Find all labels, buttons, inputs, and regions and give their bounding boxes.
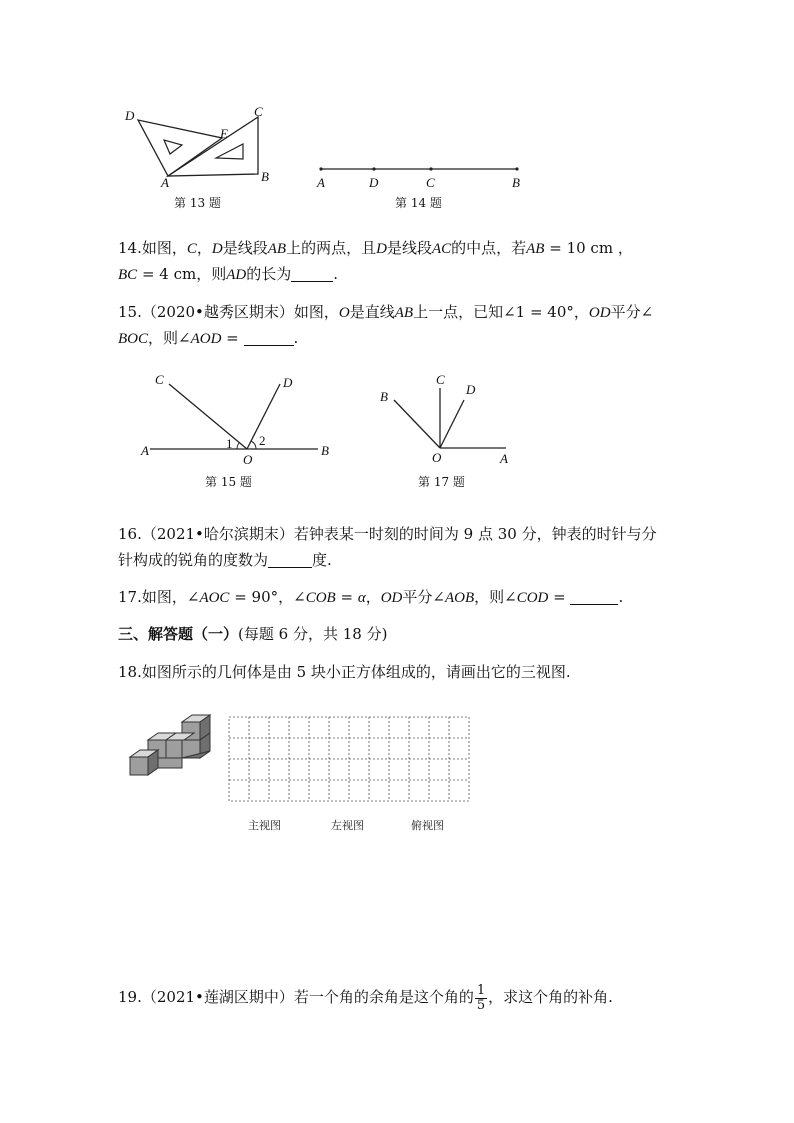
question-14-line1: 14.如图，C，D是线段AB上的两点，且D是线段AC的中点，若AB = 10 cm ，: [118, 239, 633, 257]
question-18: 18.如图所示的几何体是由 5 块小正方体组成的，请画出它的三视图.: [118, 663, 571, 681]
question-19: 19.（2021•莲湖区期中）若一个角的余角是这个角的 $\frac{1}{5}$ ，求这个角的补角.: [118, 982, 613, 1013]
top-view-caption: 俯视图: [411, 819, 444, 832]
fig17-label-A: A: [500, 451, 508, 466]
cube-solid-figure: [125, 712, 215, 787]
fig17-label-B: B: [380, 389, 388, 404]
question-16-line1: 16.（2021•哈尔滨期末）若钟表某一时刻的时间为 9 点 30 分，钟表的时针与分: [118, 525, 657, 543]
angle-arc-1: [237, 443, 239, 449]
fig17-label-O: O: [432, 450, 442, 465]
fig13-label-D: D: [125, 108, 135, 123]
fig17-label-C: C: [436, 372, 445, 387]
question-15-line2: BOC，则∠AOD = .: [118, 329, 299, 347]
triangle-ruler-1-hole: [164, 140, 182, 154]
front-view-caption: 主视图: [248, 819, 281, 832]
question-17: 17.如图，∠AOC = 90°，∠COB = α，OD平分∠AOB，则∠COD = .: [118, 588, 624, 606]
fraction-one-fifth: $\frac{1}{5}$: [476, 982, 486, 1013]
fig14-caption: 第 14 题: [395, 196, 442, 210]
fig15-label-O: O: [243, 452, 253, 467]
fig13-caption: 第 13 题: [174, 196, 221, 210]
section-3-title: 三、解答题（一）: [118, 625, 239, 643]
ray-OC: [169, 384, 247, 449]
triangle-ruler-2-hole: [216, 144, 243, 159]
figure-17: [380, 380, 520, 462]
fig13-label-A: A: [161, 175, 169, 190]
ray-OD: [440, 400, 464, 448]
ray-OB: [394, 400, 440, 448]
fig13-label-E: E: [220, 126, 228, 141]
section-3-note: (每题 6 分，共 18 分): [238, 625, 388, 643]
answer-blank-16[interactable]: [268, 551, 312, 568]
fig15-label-D: D: [283, 375, 293, 390]
fig13-label-B: B: [261, 169, 269, 184]
drawing-grid[interactable]: [228, 716, 470, 802]
answer-blank-17[interactable]: [570, 588, 618, 605]
fig15-label-C: C: [155, 372, 164, 387]
question-14-line2: BC = 4 cm，则AD的长为 .: [118, 265, 339, 283]
point-B: [515, 167, 518, 170]
fig14-label-B: B: [512, 175, 520, 190]
fig14-label-D: D: [369, 175, 379, 190]
fig15-caption: 第 15 题: [205, 475, 252, 489]
answer-blank-15[interactable]: [244, 329, 294, 346]
fig15-label-B: B: [321, 443, 329, 458]
point-A: [319, 167, 322, 170]
fig15-label-A: A: [141, 443, 149, 458]
figure-14: [315, 160, 530, 180]
answer-blank-14[interactable]: [291, 265, 333, 282]
left-view-caption: 左视图: [331, 819, 364, 832]
fig15-label-2: 2: [259, 433, 266, 448]
angle-arc-2: [251, 441, 256, 449]
fig15-label-1: 1: [226, 436, 233, 451]
fig14-label-A: A: [317, 175, 325, 190]
question-16-line2: 针构成的锐角的度数为 度.: [118, 551, 332, 569]
figure-15: [140, 370, 340, 462]
question-15-line1: 15.（2020•越秀区期末）如图，O是直线AB上一点，已知∠1 = 40°，OD平分∠: [118, 303, 654, 321]
fig17-caption: 第 17 题: [418, 475, 465, 489]
section-3-heading: [118, 622, 678, 646]
fig13-label-C: C: [254, 104, 263, 119]
triangle-ruler-2: [168, 117, 258, 176]
fig17-label-D: D: [466, 382, 476, 397]
point-C: [429, 167, 432, 170]
point-D: [372, 167, 375, 170]
fig14-label-C: C: [426, 175, 435, 190]
